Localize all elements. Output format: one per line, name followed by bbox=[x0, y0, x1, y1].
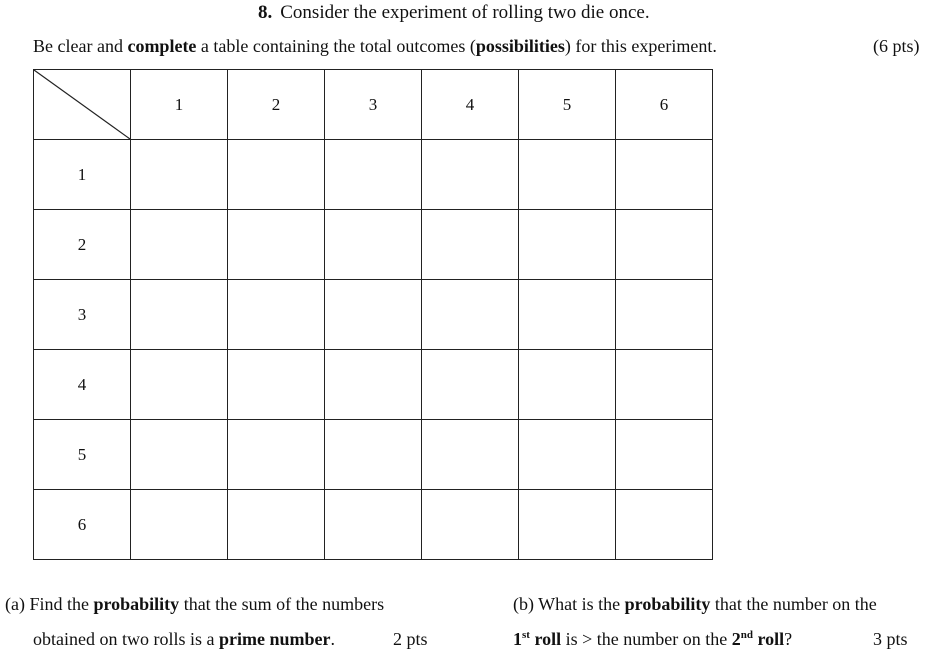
outcome-cell[interactable] bbox=[422, 350, 519, 420]
part-a-line2-pre: obtained on two rolls is a bbox=[33, 629, 219, 649]
outcome-cell[interactable] bbox=[131, 140, 228, 210]
instruction-part2: a table containing the total outcomes ( bbox=[196, 36, 476, 56]
outcome-cell[interactable] bbox=[131, 490, 228, 560]
outcome-cell[interactable] bbox=[422, 420, 519, 490]
outcome-cell[interactable] bbox=[131, 280, 228, 350]
outcome-cell[interactable] bbox=[616, 490, 713, 560]
part-a-line2-post: . bbox=[330, 629, 335, 649]
corner-cell bbox=[34, 70, 131, 140]
part-b-second-num: 2 bbox=[731, 629, 741, 649]
outcome-cell[interactable] bbox=[519, 140, 616, 210]
outcome-cell[interactable] bbox=[325, 350, 422, 420]
outcome-cell[interactable] bbox=[616, 350, 713, 420]
part-b-second-sup: nd bbox=[740, 629, 753, 641]
part-a-points: 2 pts bbox=[393, 629, 428, 649]
column-header: 5 bbox=[519, 70, 616, 140]
part-b-first-num: 1 bbox=[513, 629, 522, 649]
question-number: 8. bbox=[258, 2, 273, 23]
outcome-cell[interactable] bbox=[519, 210, 616, 280]
instruction-bold-complete: complete bbox=[127, 36, 197, 56]
row-header: 2 bbox=[34, 210, 131, 280]
part-b-line1-pre: (b) What is the bbox=[513, 594, 625, 614]
instruction-text bbox=[33, 36, 717, 57]
table-row bbox=[34, 280, 713, 350]
outcome-cell[interactable] bbox=[325, 140, 422, 210]
table-row bbox=[34, 140, 713, 210]
column-header: 3 bbox=[325, 70, 422, 140]
question-text: Consider the experiment of rolling two die once. bbox=[280, 2, 650, 23]
part-b-first-roll: roll bbox=[529, 629, 562, 649]
outcome-cell[interactable] bbox=[422, 140, 519, 210]
outcome-cell[interactable] bbox=[131, 420, 228, 490]
outcome-cell[interactable] bbox=[131, 210, 228, 280]
instruction-bold-possibilities: possibilities bbox=[475, 36, 565, 56]
header-row bbox=[34, 70, 713, 140]
part-b-line2-mid: is > the number on the bbox=[561, 629, 732, 649]
outcome-cell[interactable] bbox=[616, 420, 713, 490]
outcome-cell[interactable] bbox=[325, 210, 422, 280]
instruction-part1: Be clear and bbox=[33, 36, 128, 56]
part-a-bold-probability: probability bbox=[93, 594, 180, 614]
outcome-cell[interactable] bbox=[228, 490, 325, 560]
part-b-bold-probability: probability bbox=[624, 594, 711, 614]
row-header: 5 bbox=[34, 420, 131, 490]
outcome-cell[interactable] bbox=[616, 210, 713, 280]
row-header: 1 bbox=[34, 140, 131, 210]
row-header: 3 bbox=[34, 280, 131, 350]
part-b-line1-post: that the number on the bbox=[710, 594, 877, 614]
row-header: 6 bbox=[34, 490, 131, 560]
part-a-line1-pre: (a) Find the bbox=[5, 594, 94, 614]
part-b-line2 bbox=[513, 629, 792, 650]
outcome-cell[interactable] bbox=[228, 140, 325, 210]
part-b-line1 bbox=[513, 594, 877, 615]
outcome-cell[interactable] bbox=[228, 350, 325, 420]
diagonal-line bbox=[34, 70, 130, 139]
column-header: 6 bbox=[616, 70, 713, 140]
table-row bbox=[34, 350, 713, 420]
table-row bbox=[34, 420, 713, 490]
instruction-part3: ) for this experiment. bbox=[564, 36, 717, 56]
outcomes-table bbox=[33, 69, 713, 560]
part-b-points: 3 pts bbox=[873, 629, 908, 649]
table-row bbox=[34, 490, 713, 560]
outcome-cell[interactable] bbox=[228, 280, 325, 350]
outcome-cell[interactable] bbox=[519, 350, 616, 420]
table-row bbox=[34, 210, 713, 280]
column-header: 2 bbox=[228, 70, 325, 140]
column-header: 1 bbox=[131, 70, 228, 140]
part-a-line1-post: that the sum of the numbers bbox=[179, 594, 385, 614]
outcome-cell[interactable] bbox=[131, 350, 228, 420]
part-b-second-roll: roll bbox=[753, 629, 785, 649]
outcome-cell[interactable] bbox=[519, 490, 616, 560]
outcome-cell[interactable] bbox=[616, 140, 713, 210]
part-a-line2 bbox=[33, 629, 335, 650]
row-header: 4 bbox=[34, 350, 131, 420]
question-title bbox=[258, 2, 650, 24]
part-b-line2-end: ? bbox=[784, 629, 793, 649]
part-a-bold-prime: prime number bbox=[218, 629, 331, 649]
part-b-first-sup: st bbox=[522, 629, 530, 641]
outcome-cell[interactable] bbox=[422, 210, 519, 280]
outcome-cell[interactable] bbox=[325, 490, 422, 560]
outcome-cell[interactable] bbox=[325, 420, 422, 490]
outcome-cell[interactable] bbox=[325, 280, 422, 350]
instruction-points: (6 pts) bbox=[873, 36, 920, 56]
part-a-line1 bbox=[5, 594, 384, 615]
outcome-cell[interactable] bbox=[519, 280, 616, 350]
outcome-cell[interactable] bbox=[519, 420, 616, 490]
outcome-cell[interactable] bbox=[616, 280, 713, 350]
outcome-cell[interactable] bbox=[422, 280, 519, 350]
column-header: 4 bbox=[422, 70, 519, 140]
outcome-cell[interactable] bbox=[228, 420, 325, 490]
outcome-cell[interactable] bbox=[228, 210, 325, 280]
outcome-cell[interactable] bbox=[422, 490, 519, 560]
